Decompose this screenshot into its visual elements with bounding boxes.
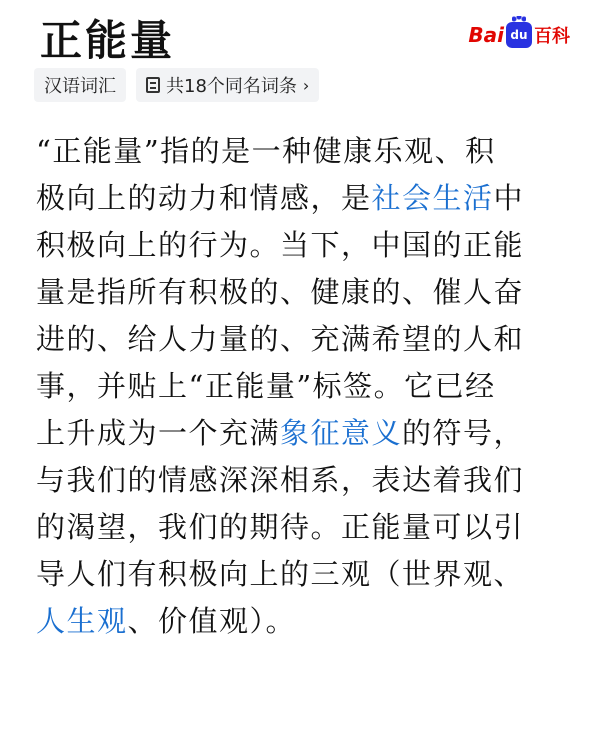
summary-text: 进的、给人力量的、充满希望的人和	[36, 322, 525, 356]
summary-line	[36, 128, 576, 175]
entry-tags	[34, 68, 319, 102]
summary-text: 中	[493, 181, 525, 215]
summary-line	[36, 175, 576, 222]
summary-line	[36, 222, 576, 269]
summary-text: 、价值观）。	[127, 604, 297, 638]
summary-text: 的符号，	[402, 416, 525, 450]
entry-summary	[36, 128, 576, 645]
summary-text: 事，并贴上“正能量”标签。它已经	[36, 369, 496, 403]
summary-text: 与我们的情感深深相系，表达着我们	[36, 463, 525, 497]
summary-line	[36, 504, 576, 551]
document-list-icon	[146, 77, 160, 93]
logo-du-text: du	[510, 28, 528, 42]
inline-entry-link[interactable]: 社会生活	[371, 181, 494, 215]
summary-line	[36, 457, 576, 504]
summary-text: “正能量”指的是一种健康乐观、积	[36, 134, 496, 168]
summary-text: 上升成为一个充满	[36, 416, 281, 450]
summary-text: 极向上的动力和情感，是	[36, 181, 372, 215]
summary-text: 导人们有积极向上的三观（世界观、	[36, 557, 525, 591]
summary-line	[36, 316, 576, 363]
same-name-entries-button[interactable]	[136, 68, 319, 102]
inline-entry-link[interactable]: 象征意义	[280, 416, 403, 450]
inline-entry-link[interactable]: 人生观	[36, 604, 128, 638]
entry-header	[40, 8, 570, 64]
chevron-right-icon: ›	[302, 75, 310, 95]
summary-line	[36, 363, 576, 410]
page-title: 正能量	[40, 16, 176, 65]
paw-icon	[506, 22, 532, 48]
summary-text: 积极向上的行为。当下，中国的正能	[36, 228, 525, 262]
entry-card	[18, 0, 584, 756]
same-name-entries-label: 共18个同名词条	[166, 76, 297, 97]
baidu-baike-logo[interactable]	[468, 22, 570, 48]
logo-baike-text: 百科	[534, 26, 570, 47]
category-tag-label: 汉语词汇	[44, 76, 116, 97]
summary-text: 的渴望，我们的期待。正能量可以引	[36, 510, 525, 544]
category-tag[interactable]	[34, 68, 126, 102]
summary-line	[36, 410, 576, 457]
summary-line	[36, 269, 576, 316]
summary-line	[36, 551, 576, 598]
summary-text: 量是指所有积极的、健康的、催人奋	[36, 275, 525, 309]
logo-bai-text: Bai	[468, 23, 504, 47]
summary-line	[36, 598, 576, 645]
